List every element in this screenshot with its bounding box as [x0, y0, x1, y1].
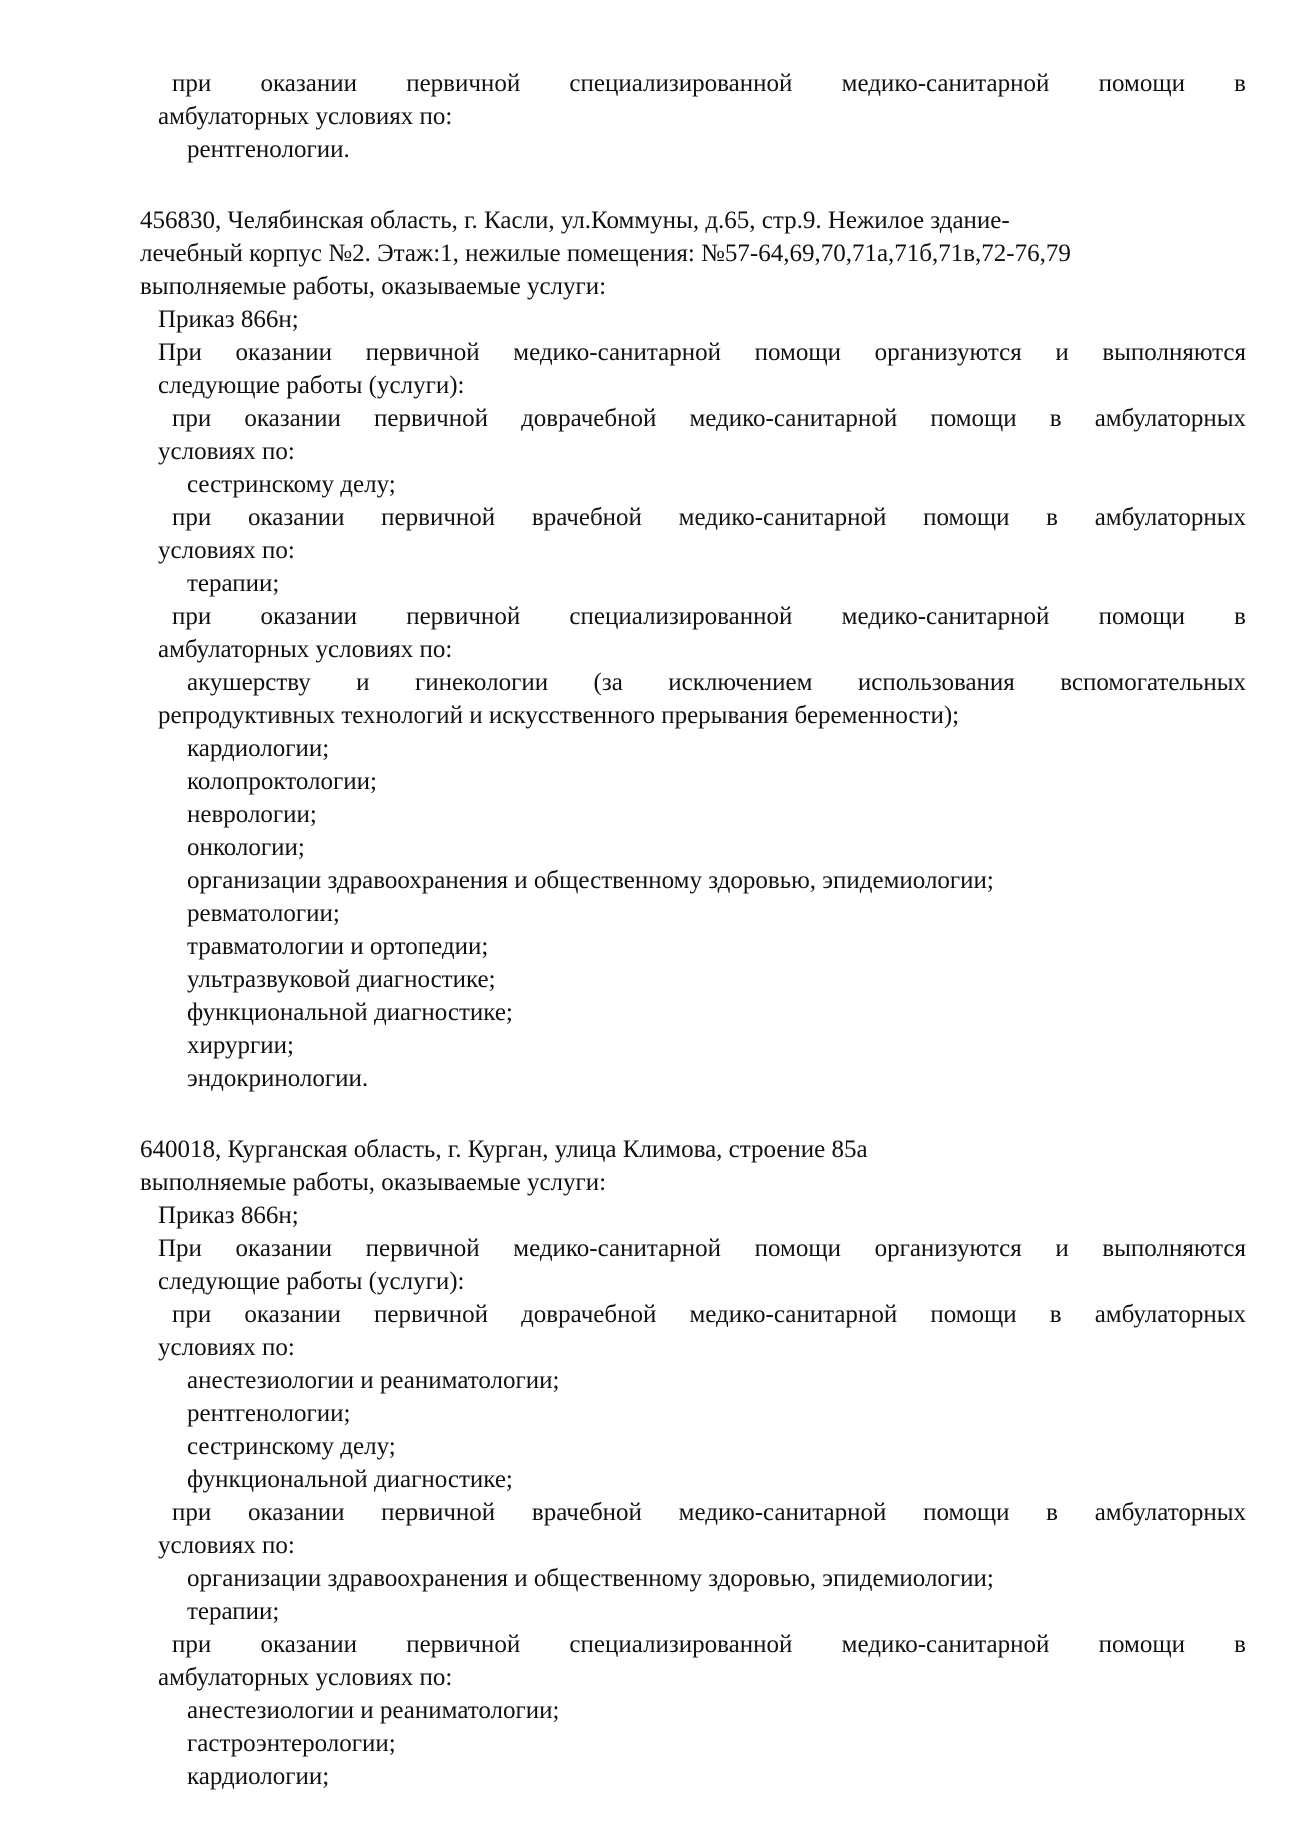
section-heading-cont: амбулаторных условиях по:	[158, 636, 453, 663]
address-line: 456830, Челябинская область, г. Касли, ул.Коммуны, д.65, стр.9. Нежилое здание-	[140, 207, 1010, 234]
intro-line: следующие работы (услуги):	[158, 1268, 465, 1295]
section-heading: при оказании первичной доврачебной медико-санитарной помощи в амбулаторных	[172, 405, 1246, 432]
intro-line: При оказании первичной медико-санитарной помощи организуются и выполняются	[158, 1235, 1246, 1262]
section-heading-cont: условиях по:	[158, 1334, 295, 1361]
list-item: терапии;	[187, 570, 280, 597]
address-line: лечебный корпус №2. Этаж:1, нежилые помещения: №57-64,69,70,71а,71б,71в,72-76,79	[140, 240, 1071, 267]
section-heading-cont: амбулаторных условиях по:	[158, 1664, 453, 1691]
list-item: кардиологии;	[187, 1763, 330, 1790]
works-label: выполняемые работы, оказываемые услуги:	[140, 273, 607, 300]
list-item: организации здравоохранения и общественному здоровью, эпидемиологии;	[187, 867, 994, 894]
list-item: анестезиологии и реаниматологии;	[187, 1697, 560, 1724]
section-heading: при оказании первичной специализированной медико-санитарной помощи в	[172, 1631, 1246, 1658]
list-item: организации здравоохранения и общественному здоровью, эпидемиологии;	[187, 1565, 994, 1592]
list-item: травматологии и ортопедии;	[187, 933, 489, 960]
list-item: функциональной диагностике;	[187, 1466, 513, 1493]
list-item: сестринскому делу;	[187, 1433, 396, 1460]
list-item: неврологии;	[187, 801, 317, 828]
section-heading: при оказании первичной доврачебной медико-санитарной помощи в амбулаторных	[172, 1301, 1246, 1328]
list-item: ревматологии;	[187, 900, 340, 927]
intro-line: При оказании первичной медико-санитарной помощи организуются и выполняются	[158, 339, 1246, 366]
works-label: выполняемые работы, оказываемые услуги:	[140, 1169, 607, 1196]
list-item: рентгенологии;	[187, 1400, 351, 1427]
intro-line: следующие работы (услуги):	[158, 372, 465, 399]
list-item: кардиологии;	[187, 735, 330, 762]
address-line: 640018, Курганская область, г. Курган, улица Климова, строение 85а	[140, 1136, 868, 1163]
section-heading: при оказании первичной специализированной медико-санитарной помощи в	[172, 70, 1246, 97]
list-item: терапии;	[187, 1598, 280, 1625]
order-reference: Приказ 866н;	[158, 306, 299, 333]
list-item: онкологии;	[187, 834, 305, 861]
list-item: хирургии;	[187, 1032, 295, 1059]
list-item: колопроктологии;	[187, 768, 377, 795]
list-item: функциональной диагностике;	[187, 999, 513, 1026]
order-reference: Приказ 866н;	[158, 1202, 299, 1229]
list-item: акушерству и гинекологии (за исключением использования вспомогательных	[187, 669, 1246, 696]
section-heading: при оказании первичной врачебной медико-санитарной помощи в амбулаторных	[172, 504, 1246, 531]
list-item: эндокринологии.	[187, 1065, 369, 1092]
list-item: рентгенологии.	[187, 136, 350, 163]
section-heading-cont: условиях по:	[158, 438, 295, 465]
list-item-cont: репродуктивных технологий и искусственного прерывания беременности);	[158, 702, 960, 729]
section-heading-cont: амбулаторных условиях по:	[158, 103, 453, 130]
section-heading: при оказании первичной специализированной медико-санитарной помощи в	[172, 603, 1246, 630]
list-item: гастроэнтерологии;	[187, 1730, 396, 1757]
section-heading-cont: условиях по:	[158, 1532, 295, 1559]
section-heading-cont: условиях по:	[158, 537, 295, 564]
list-item: ультразвуковой диагностике;	[187, 966, 496, 993]
list-item: анестезиологии и реаниматологии;	[187, 1367, 560, 1394]
section-heading: при оказании первичной врачебной медико-санитарной помощи в амбулаторных	[172, 1499, 1246, 1526]
list-item: сестринскому делу;	[187, 471, 396, 498]
